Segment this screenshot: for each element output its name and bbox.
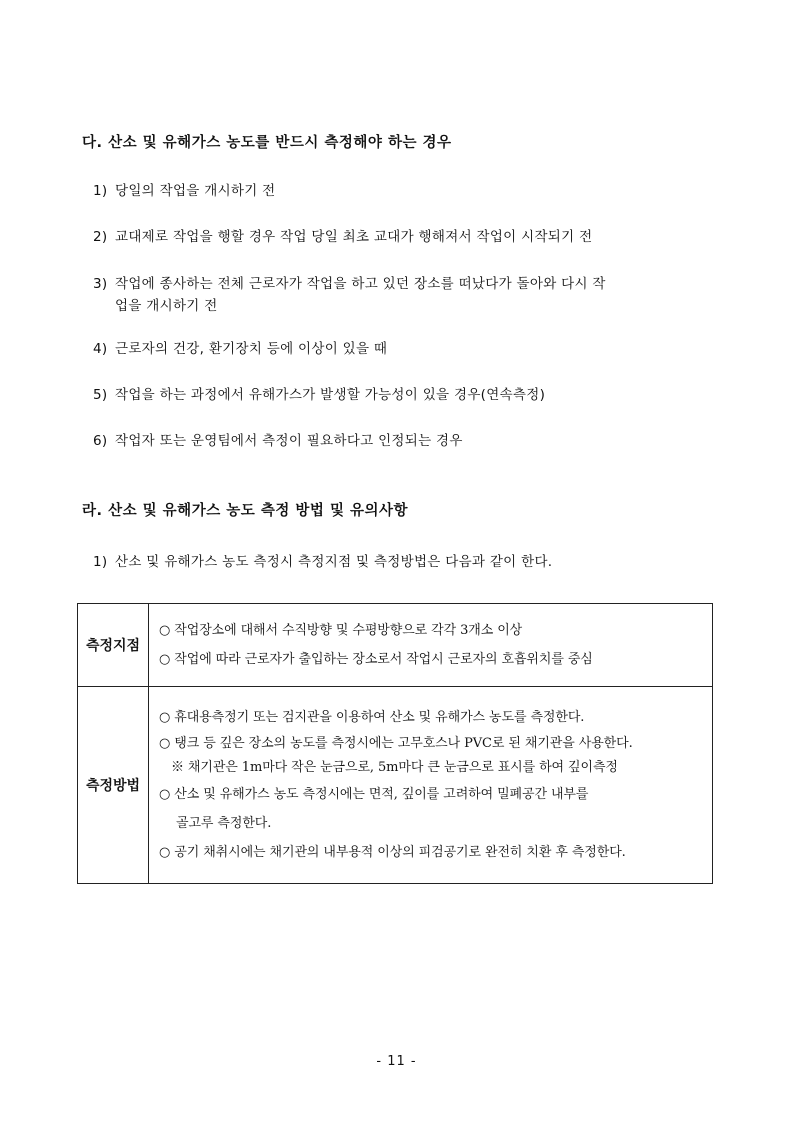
cell-line: ○ 산소 및 유해가스 농도 측정시에는 면적, 깊이를 고려하여 밀폐공간 내부를 bbox=[159, 787, 589, 802]
list-item bbox=[93, 225, 592, 245]
cell-line: ○ 작업장소에 대해서 수직방향 및 수평방향으로 각각 3개소 이상 bbox=[159, 623, 523, 638]
table-cell bbox=[149, 687, 713, 884]
heading-da: 다. 산소 및 유해가스 농도를 반드시 측정해야 하는 경우 bbox=[82, 135, 452, 151]
cell-line-continuation: 골고루 측정한다. bbox=[176, 816, 272, 831]
page-number: - 11 - bbox=[376, 1054, 417, 1069]
heading-ra: 라. 산소 및 유해가스 농도 측정 방법 및 유의사항 bbox=[82, 503, 409, 519]
item-number: 6) bbox=[93, 433, 108, 449]
list-item bbox=[93, 383, 545, 403]
list-item bbox=[93, 179, 276, 199]
item-number: 1) bbox=[93, 554, 108, 570]
item-text: 근로자의 건강, 환기장치 등에 이상이 있을 때 bbox=[115, 341, 388, 357]
list-item bbox=[93, 429, 463, 449]
cell-note: ※ 채기관은 1m마다 작은 눈금으로, 5m마다 큰 눈금으로 표시를 하여 깊이측정 bbox=[171, 760, 618, 775]
cell-line: ○ 공기 채취시에는 채기관의 내부용적 이상의 피검공기로 완전히 치환 후 측정한다. bbox=[159, 845, 626, 860]
item-text: 산소 및 유해가스 농도 측정시 측정지점 및 측정방법은 다음과 같이 한다. bbox=[115, 554, 553, 570]
row-header-measurement-point: 측정지점 bbox=[78, 604, 149, 687]
item-number: 1) bbox=[93, 183, 108, 199]
item-text: 작업에 종사하는 전체 근로자가 작업을 하고 있던 장소를 떠났다가 돌아와 다시 작 bbox=[115, 276, 606, 292]
item-text: 작업자 또는 운영팀에서 측정이 필요하다고 인정되는 경우 bbox=[115, 433, 463, 449]
cell-line: ○ 휴대용측정기 또는 검지관을 이용하여 산소 및 유해가스 농도를 측정한다. bbox=[159, 710, 585, 725]
cell-line: ○ 탱크 등 깊은 장소의 농도를 측정시에는 고무호스나 PVC로 된 채기관을 사용한다. bbox=[159, 736, 633, 751]
item-number: 5) bbox=[93, 387, 108, 403]
measurement-table bbox=[77, 603, 713, 884]
item-number: 2) bbox=[93, 229, 108, 245]
item-text: 당일의 작업을 개시하기 전 bbox=[115, 183, 276, 199]
row-header-measurement-method: 측정방법 bbox=[78, 687, 149, 884]
table-cell bbox=[149, 604, 713, 687]
item-number: 3) bbox=[93, 276, 108, 292]
list-item bbox=[93, 272, 606, 292]
list-item bbox=[93, 337, 387, 357]
list-item-continuation: 업을 개시하기 전 bbox=[115, 298, 218, 314]
item-text: 교대제로 작업을 행할 경우 작업 당일 최초 교대가 행해져서 작업이 시작되기 전 bbox=[115, 229, 593, 245]
item-number: 4) bbox=[93, 341, 108, 357]
table-row bbox=[78, 687, 713, 884]
list-item bbox=[93, 550, 552, 570]
cell-line: ○ 작업에 따라 근로자가 출입하는 장소로서 작업시 근로자의 호흡위치를 중심 bbox=[159, 652, 593, 667]
item-text: 작업을 하는 과정에서 유해가스가 발생할 가능성이 있을 경우(연속측정) bbox=[115, 387, 546, 403]
table-row bbox=[78, 604, 713, 687]
